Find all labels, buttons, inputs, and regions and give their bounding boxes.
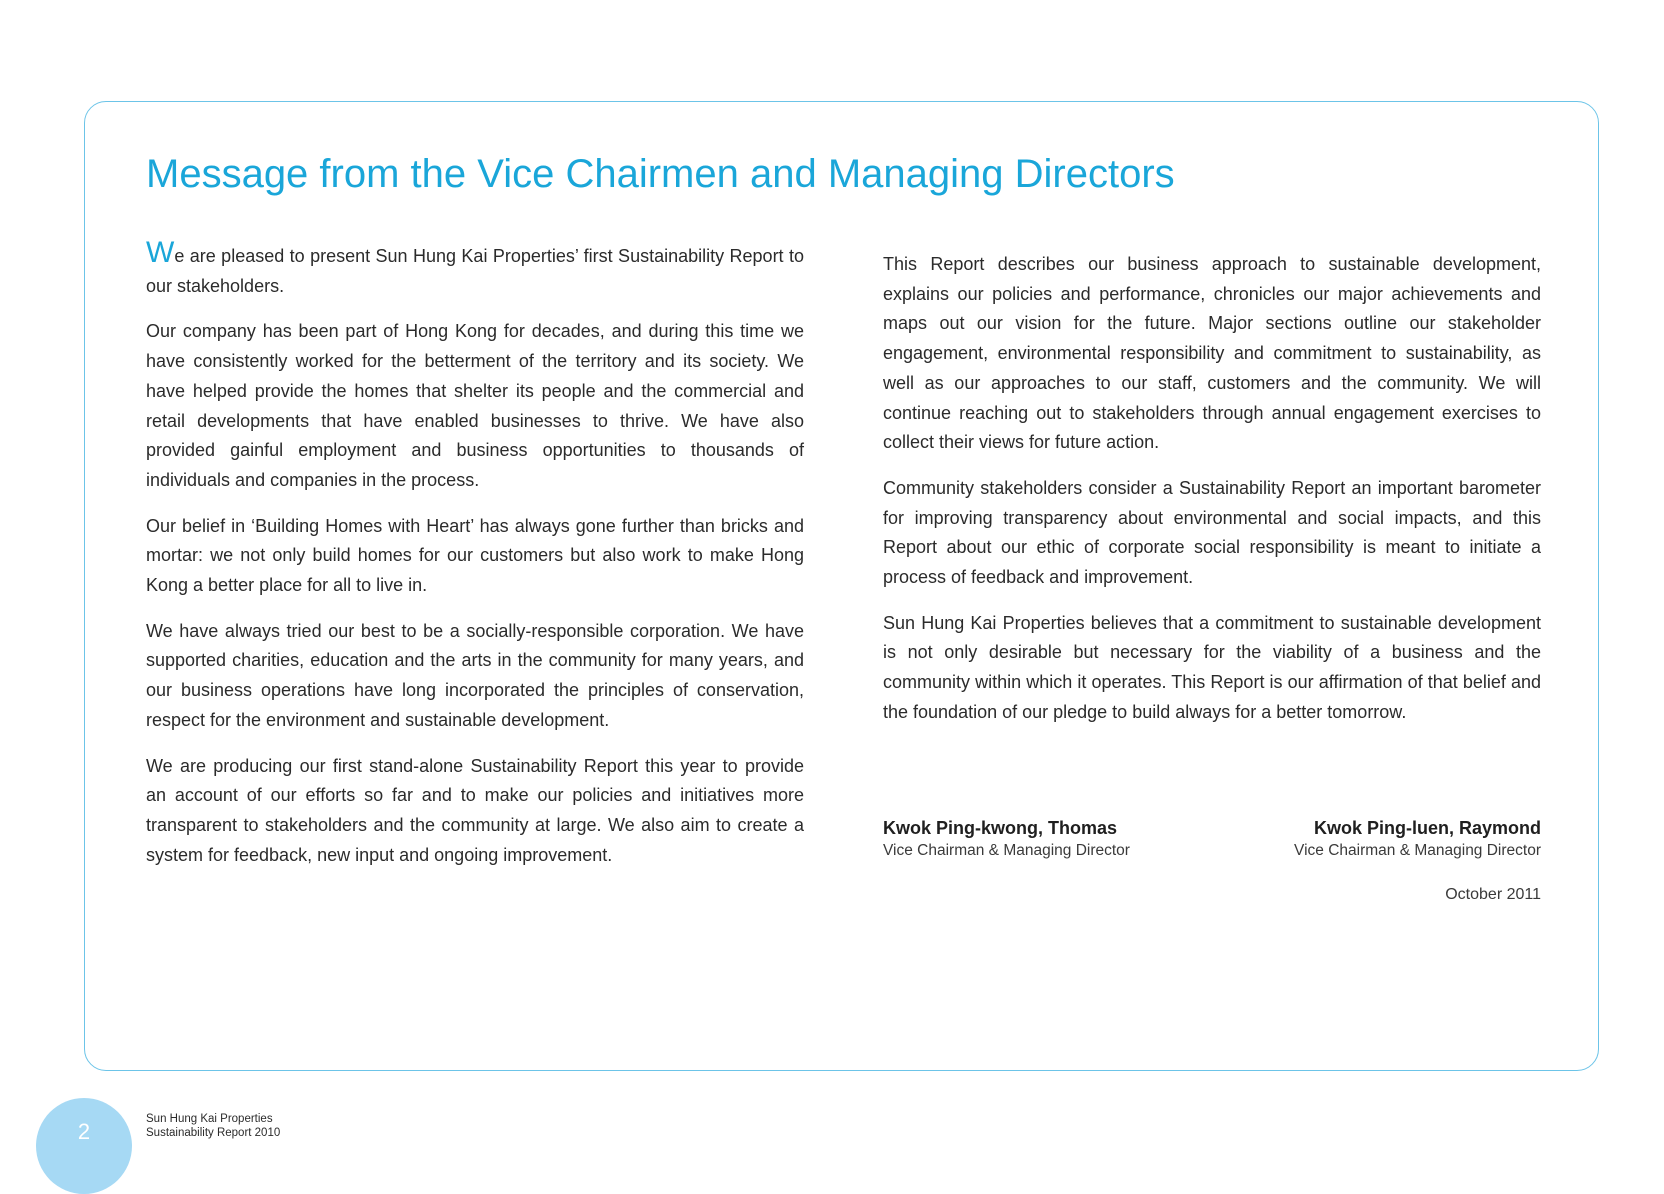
footer-company: Sun Hung Kai Properties (146, 1113, 273, 1125)
body-paragraph: We are producing our first stand-alone Sustainability Report this year to provide an account of our efforts so far and to make our policies and initiatives more transparent to stakeholders and the community at large. We also aim to create a system for feedback, new input and ongoing improvement. (146, 755, 804, 865)
intro-paragraph-text: e are pleased to present Sun Hung Kai Properties’ first Sustainability Report to our stakeholders. (146, 246, 804, 296)
signatory-name: Kwok Ping-luen, Raymond (1313, 818, 1541, 838)
page-number-badge (36, 1098, 132, 1194)
signatory-role: Vice Chairman & Managing Director (1294, 842, 1541, 859)
signatory-name: Kwok Ping-kwong, Thomas (883, 818, 1118, 838)
signatory-role: Vice Chairman & Managing Director (883, 842, 1130, 859)
intro-paragraph (146, 236, 804, 301)
signature-left (883, 816, 1130, 862)
footer-report-title: Sustainability Report 2010 (146, 1127, 281, 1139)
dropcap-letter: W (146, 236, 175, 269)
left-column (146, 236, 804, 886)
right-column (883, 250, 1541, 744)
signature-block (883, 816, 1541, 926)
body-paragraph: We have always tried our best to be a socially-responsible corporation. We have supported charities, education and the arts in the community for many years, and our business operations have long incorporated the principles of conservation, respect for the environment and sustainable development. (146, 620, 804, 730)
page-title: Message from the Vice Chairmen and Managing Directors (146, 152, 1175, 196)
body-paragraph: Our belief in ‘Building Homes with Heart’ has always gone further than bricks and mortar: we not only build homes for our customers but also work to make Hong Kong a better place for all to live in. (146, 515, 804, 596)
letter-date: October 2011 (1445, 886, 1541, 903)
page-number: 2 (77, 1119, 91, 1144)
body-paragraph: Sun Hung Kai Properties believes that a commitment to sustainable development is not only desirable but necessary for the viability of a business and the community within which it operates. This Report is our affirmation of that belief and the foundation of our pledge to build always for a better tomorrow. (883, 612, 1541, 722)
body-paragraph: Community stakeholders consider a Sustainability Report an important barometer for improving transparency about environmental and social impacts, and this Report about our ethic of corporate social responsibility is meant to initiate a process of feedback and improvement. (883, 477, 1541, 588)
signature-right (1294, 816, 1541, 862)
page-footer (146, 1112, 280, 1140)
body-paragraph: This Report describes our business approach to sustainable development, explains our policies and performance, chronicles our major achievements and maps out our vision for the future. Major sections outline our stakeholder engagement, environmental responsibility and commitment to sustainability, as well as our approaches to our staff, customers and the community. We will continue reaching out to stakeholders through annual engagement exercises to collect their views for future action. (883, 254, 1541, 453)
body-paragraph: Our company has been part of Hong Kong for decades, and during this time we have consistently worked for the betterment of the territory and its society. We have helped provide the homes that shelter its people and the commercial and retail developments that have enabled businesses to thrive. We have also provided gainful employment and business opportunities to thousands of individuals and companies in the process. (146, 321, 804, 490)
